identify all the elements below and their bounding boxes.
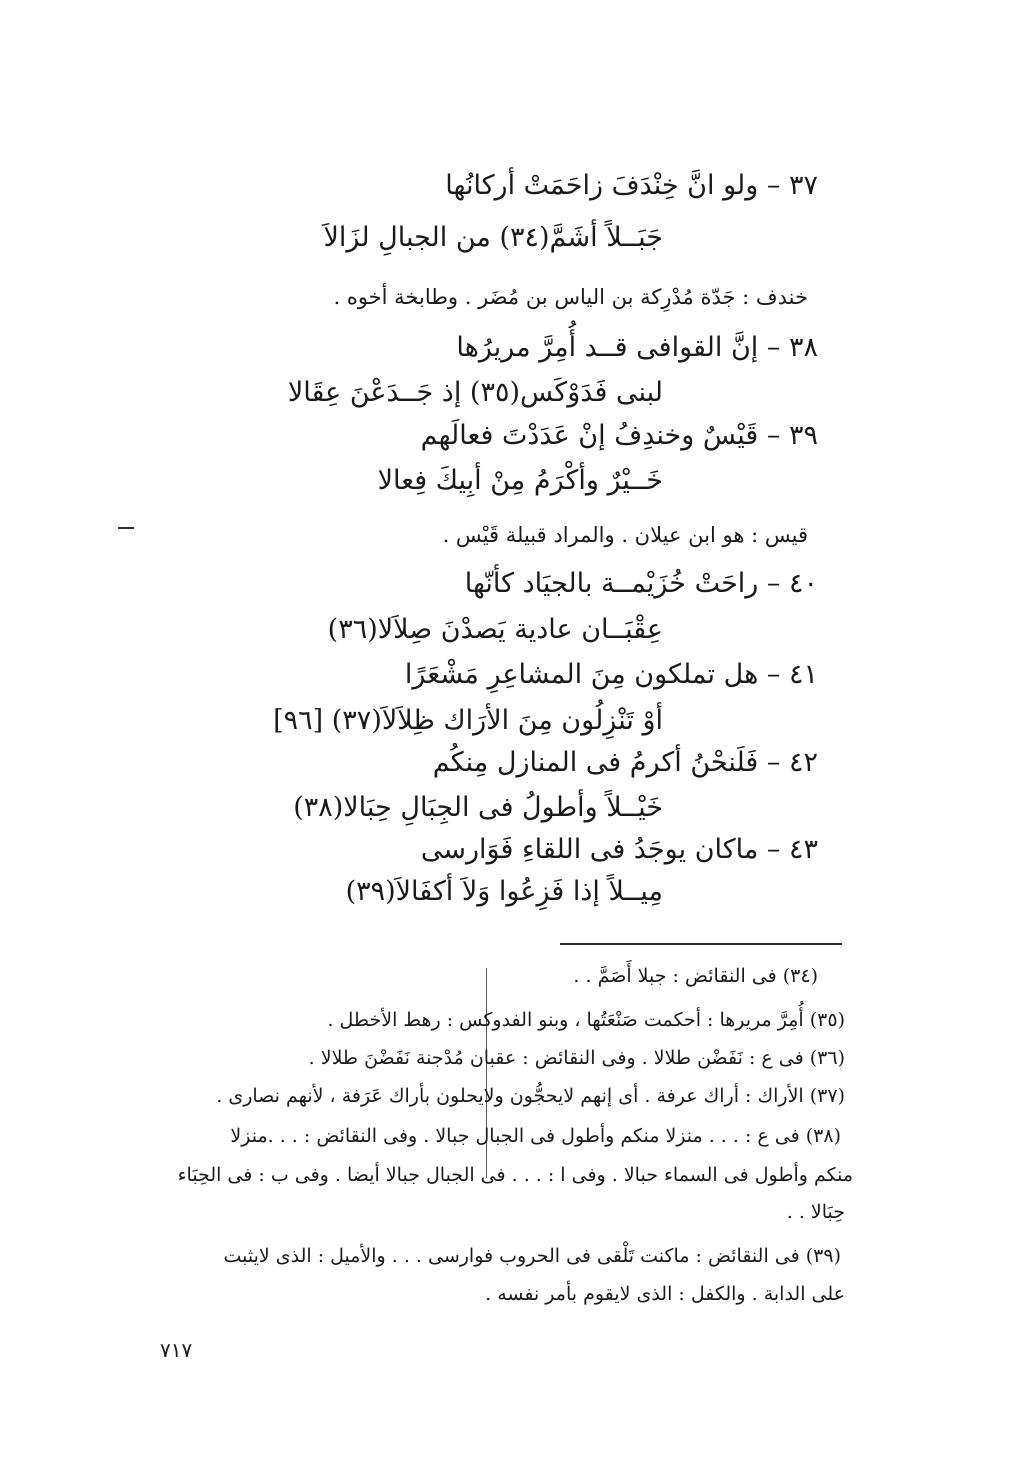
verse-38-first-hemistich: ٣٨ – إنَّ القوافى قــد أُمِرَّ مريرُها bbox=[456, 332, 818, 363]
verse-42-first-hemistich: ٤٢ – فَلَنحْنُ أكرمُ فى المنازل مِنكُم bbox=[432, 747, 818, 778]
footnote-38-line-1: (٣٨) فى ع : . . . منزلا منكم وأطول فى الجبال جبالا . وفى النقائض : . . .منزلا bbox=[230, 1125, 841, 1147]
verse-39-first-hemistich: ٣٩ – قَيْسٌ وخندِفُ إنْ عَدَدْتَ فعالَهم bbox=[420, 420, 818, 451]
page-number: ٧١٧ bbox=[160, 1338, 193, 1362]
footnote-36: (٣٦) فى ع : نَفَضْن طلالا . وفى النقائض : عقبان مُدْجنة نَفَضْنَ طلالا . bbox=[308, 1047, 845, 1069]
gloss-khandaf: خندف : جَدّة مُدْرِكة بن الياس بن مُضَر . وطابخة أخوه . bbox=[333, 285, 808, 309]
verse-38-second-hemistich: لبنى فَدَوْكَس(٣٥) إذ جَــدَعْنَ عِقَالا bbox=[287, 377, 663, 408]
verse-37-first-hemistich: ٣٧ – ولو انَّ خِنْدَفَ زاحَمَتْ أركانُها bbox=[445, 170, 818, 201]
verse-42-second-hemistich: خَيْــلاً وأطولُ فى الجِبَالِ حِبَالا(٣٨) bbox=[293, 792, 663, 823]
footnote-separator bbox=[560, 943, 842, 945]
verse-43-first-hemistich: ٤٣ – ماكان يوجَدُ فى اللقاءِ فَوَارسى bbox=[420, 834, 818, 865]
verse-43-second-hemistich: مِيــلاً إذا فَزِعُوا وَلاَ أكفَالاَ(٣٩) bbox=[345, 876, 663, 907]
verse-39-second-hemistich: خَــيْرٌ وأكْرَمُ مِنْ أبِيكَ فِعالا bbox=[377, 465, 663, 496]
verse-40-first-hemistich: ٤٠ – راحَتْ خُزَيْمــة بالجيَاد كأنّها bbox=[464, 568, 818, 599]
footnote-38-line-3: حِبَالا . . bbox=[786, 1201, 845, 1223]
footnote-34: (٣٤) فى النقائض : جبلا أَصَمَّ . . bbox=[573, 965, 818, 987]
footnote-39-line-2: على الدابة . والكفل : الذى لايقوم بأمر نفسه . bbox=[485, 1283, 845, 1305]
verse-41-first-hemistich: ٤١ – هل تملكون مِنَ المشاعِرِ مَشْعَرًا bbox=[404, 659, 818, 690]
footnote-37: (٣٧) الأراك : أراك عرفة . أى إنهم لايحجُّون ولايحلون بأراك عَرَفة ، لأنهم نصارى . bbox=[216, 1085, 845, 1107]
verse-40-second-hemistich: عِقْبَــان عادية يَصدْنَ صِلاَلا(٣٦) bbox=[327, 614, 663, 645]
verse-37-second-hemistich: جَبَــلاً أشَمَّ(٣٤) من الجبالِ لزَالاَ bbox=[323, 222, 663, 253]
footnote-38-line-2: منكم وأطول فى السماء حبالا . وفى ا : . . . فى الجبال جبالا أيضا . وفى ب : فى الحِبَاء bbox=[177, 1164, 853, 1186]
gloss-qays: قيس : هو ابن عيلان . والمراد قبيلة قَيْس . bbox=[442, 523, 808, 547]
margin-mark bbox=[118, 527, 134, 529]
footnote-39-line-1: (٣٩) فى النقائض : ماكنت تَلْقى فى الحروب فوارسى . . . والأميل : الذى لايثبت bbox=[223, 1245, 841, 1267]
verse-41-second-hemistich: أوْ تَنْزِلُون مِنَ الأرَاك ظِلاَلاَ(٣٧) [٩٦] bbox=[273, 705, 663, 736]
footnote-35: (٣٥) أُمِرَّ مريرها : أحكمت صَنْعَتُها ، وبنو الفدوكس : رهط الأخطل . bbox=[327, 1009, 845, 1031]
